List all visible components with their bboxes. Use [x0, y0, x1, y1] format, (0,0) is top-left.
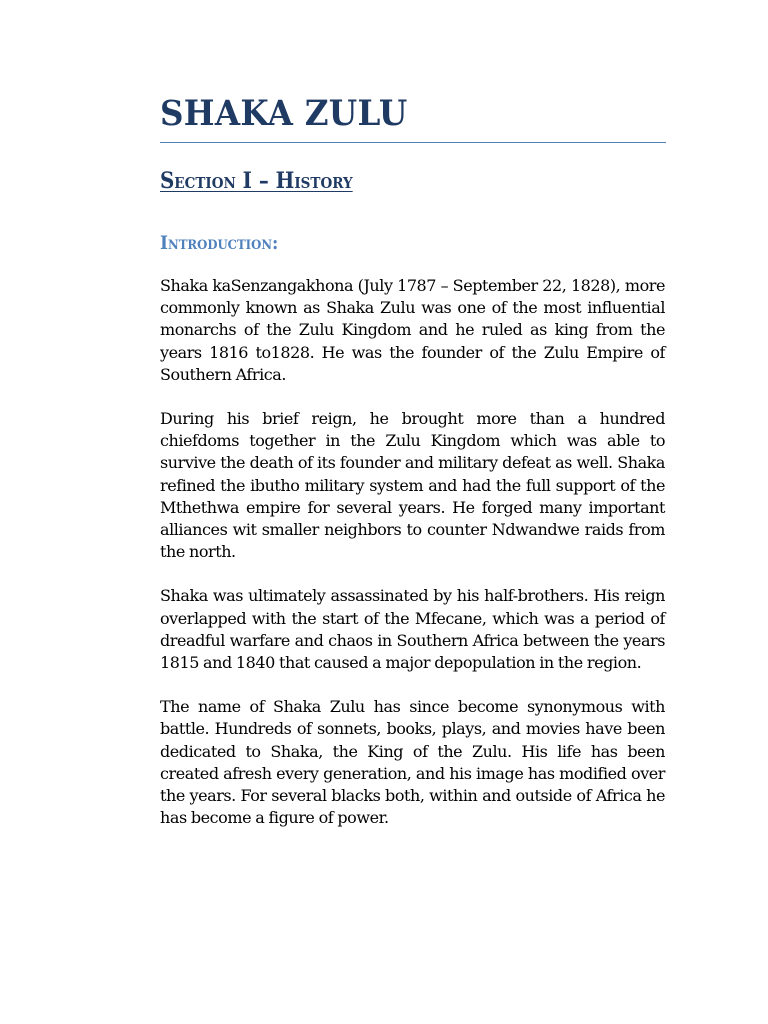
paragraph-2: During his brief reign, he brought more than a hundred chiefdoms together in the Zulu Kingdom which was able to survive the death of its founder and military defeat as well. Shaka refined the ibutho military system and had the full support of the Mthethwa empire for several years. He forged many important alliances wit smaller neighbors to counter Ndwandwe raids from the north. — [160, 409, 665, 562]
title-underline-rule — [160, 142, 666, 143]
document-title: SHAKA ZULU — [160, 93, 408, 134]
document-page — [160, 92, 665, 829]
section-heading: Section I – History — [160, 168, 353, 194]
paragraph-3: Shaka was ultimately assassinated by his half-brothers. His reign overlapped with the start of the Mfecane, which was a period of dreadful warfare and chaos in Southern Africa between the years 1815 and 1840 that caused a major depopulation in the region. — [160, 586, 665, 673]
introduction-heading: Introduction: — [160, 232, 279, 254]
paragraph-4: The name of Shaka Zulu has since become synonymous with battle. Hundreds of sonnets, books, plays, and movies have been dedicated to Shaka, the King of the Zulu. His life has been created afresh every generation, and his image has modified over the years. For several blacks both, within and outside of Africa he has become a figure of power. — [160, 697, 665, 828]
paragraph-1: Shaka kaSenzangakhona (July 1787 – September 22, 1828), more commonly known as Shaka Zulu was one of the most influential monarchs of the Zulu Kingdom and he ruled as king from the years 1816 to1828. He was the founder of the Zulu Empire of Southern Africa. — [160, 276, 665, 384]
